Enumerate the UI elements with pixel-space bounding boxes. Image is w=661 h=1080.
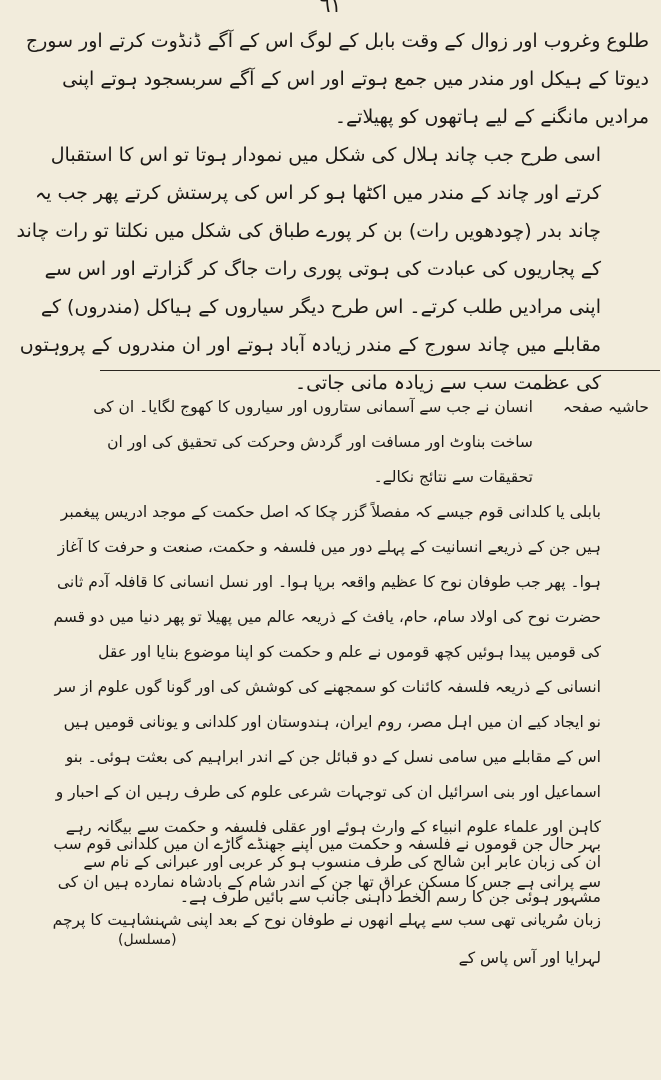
- main-paragraph-1: طلوع وغروب اور زوال کے وقت بابل کے لوگ اس کے آگے ڈنڈوت کرتے اور سورج دیوتا کے ہیکل اور مندر میں جمع ہوتے اور اس کے آگے سربسجود ہوتے اپنی مرادیں مانگنے کے لیے ہاتھوں کو پھیلاتے۔: [25, 30, 649, 128]
- closing-paragraph: بہر حال جن قوموں نے فلسفہ و حکمت میں اپنے جھنڈے گاڑے ان میں کلدانی قوم سب سے پرانی ہے جس کا مسکن عراق تھا جن کے اندر شام کے بادشاہ نمارده ہیں ان کی زبان سُریانی تھی سب سے پہلے انھوں نے طوفان نوح کے بعد اپنی شہنشاہیت کا پرچم لہرایا اور آس پاس کے: [52, 835, 601, 967]
- footnote-paragraph: بابلی یا کلدانی قوم جیسے کہ مفصلاً گزر چکا کہ اصل حکمت کے موجد ادریس پیغمبر ہیں جن کے ذریعے انسانیت کے پہلے دور میں فلسفہ و حکمت، صنعت و حرفت کا آغاز ہوا۔ پھر جب طوفان نوح کا عظیم واقعہ برپا ہوا۔ اور نسل انسانی کا قافلہ آدم ثانی حضرت نوح کی اولاد سام، حام، یافث کے ذریعہ عالم میں پھیلا تو پھر دنیا میں دو قسم کی قومیں پیدا ہوئیں کچھ قوموں نے علم و حکمت کو اپنا موضوع بنایا اور عقل انسانی کے ذریعہ فلسفہ کائنات کو سمجھنے کی کوشش کی اور گونا گوں علوم از سر نو ایجاد کیے ان میں اہل مصر، روم ایران، ہندوستان اور کلدانی و یونانی قومیں ہیں اس کے مقابلے میں سامی نسل کے دو قبائل جن کے اندر ابراہیم کی بعثت ہوئی۔ بنو اسماعیل اور بنی اسرائیل ان کی توجہات شرعی علوم کی طرف رہیں ان کے احبار و کاہن اور علماء علوم انبیاء کے وارث ہوئے اور عقلی فلسفہ و حکمت سے بیگانہ رہے ان کی زبان عابر ابن شالح کی طرف منسوب ہو کر عربی اور عبرانی کے نام سے مشہور ہوئی جن کا رسم الخط داہنی جانب سے بائیں طرف ہے۔: [53, 503, 601, 906]
- main-paragraph-2: اسی طرح جب چاند ہلال کی شکل میں نمودار ہوتا تو اس کا استقبال کرتے اور چاند کے مندر میں اکٹھا ہو کر اس کی پرستش کرتے پھر جب یہ چاند بدر (چودھویں رات) بن کر پورے طباق کی شکل میں نکلتا تو رات چاند کے پجاریوں کی عبادت کی ہوتی پوری رات جاگ کر گزارتے اور اس سے اپنی مرادیں طلب کرتے۔ اس طرح دیگر سیاروں کے ہیاکل (مندروں) کے مقابلے میں چاند سورج کے مندر زیادہ آباد ہوتے اور ان مندروں کے پروہتوں کی عظمت سب سے زیادہ مانی جاتی۔: [16, 144, 601, 394]
- footnote-intro-line: [49, 390, 649, 495]
- page-number: ٦١: [319, 0, 342, 17]
- footnote-label: حاشیہ صفحہ: [562, 398, 649, 416]
- main-text: [9, 22, 649, 402]
- footnote-divider: [100, 370, 660, 371]
- continued-note: (مسلسل): [118, 932, 177, 948]
- closing-text: [29, 825, 649, 977]
- footnote-intro: انسان نے جب سے آسمانی ستاروں اور سیاروں کا کھوج لگایا۔ ان کی ساخت بناوٹ اور مسافت اور گردش وحرکت کی تحقیق کی اور ان تحقیقات سے نتائج نکالے۔: [93, 398, 533, 486]
